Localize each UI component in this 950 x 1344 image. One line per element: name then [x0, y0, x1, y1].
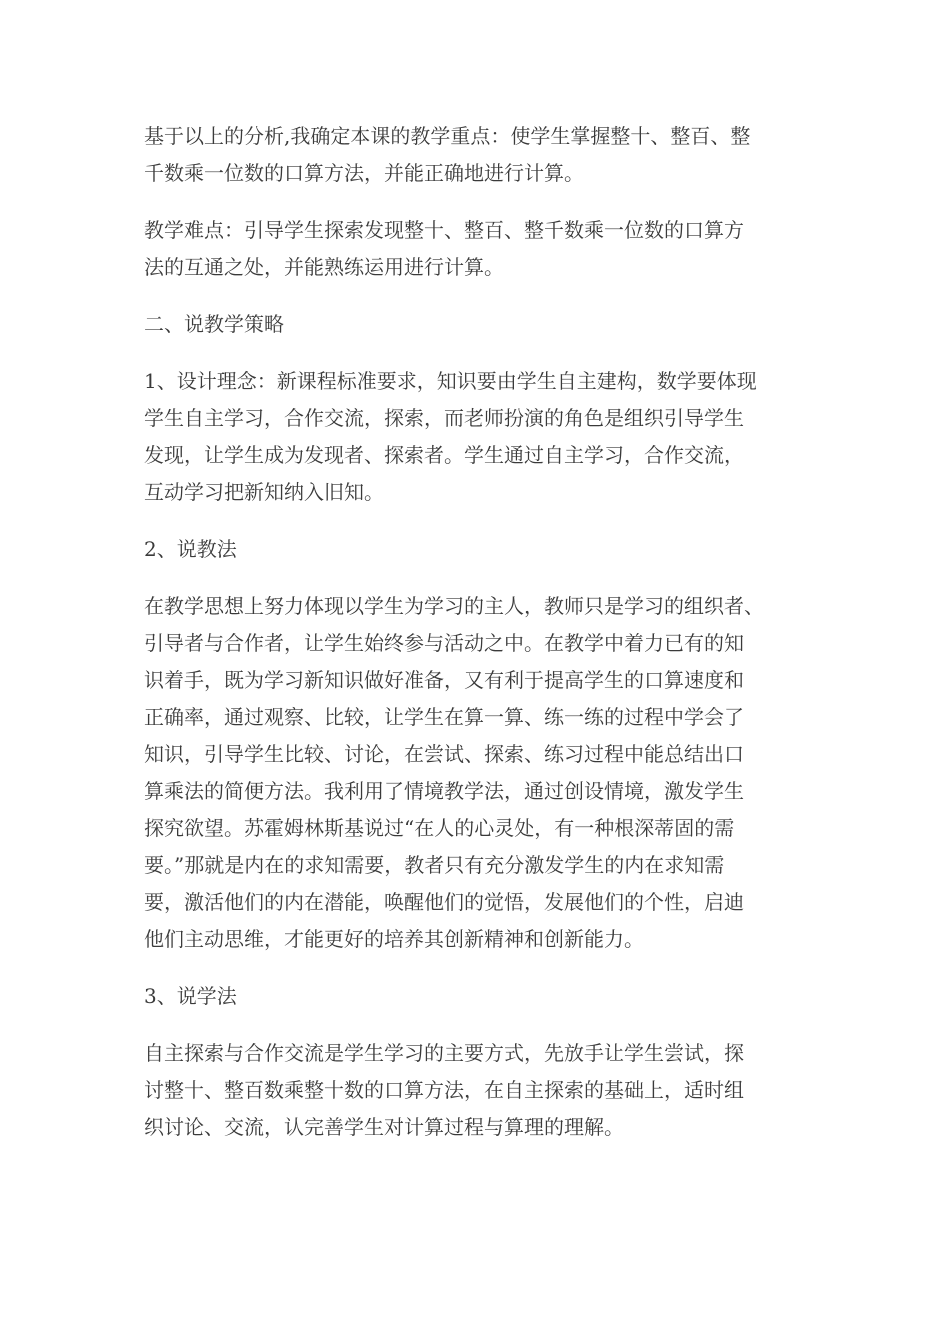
text-line: 法的互通之处，并能熟练运用进行计算。: [144, 255, 504, 279]
paragraph-design-concept: [144, 363, 812, 511]
heading-text: 3、说学法: [144, 984, 237, 1008]
text-line: 基于以上的分析,我确定本课的教学重点：使学生掌握整十、整百、整: [144, 124, 751, 148]
text-line: 正确率，通过观察、比较，让学生在算一算、练一练的过程中学会了: [144, 705, 744, 729]
text-line: 千数乘一位数的口算方法，并能正确地进行计算。: [144, 161, 584, 185]
text-line: 发现，让学生成为发现者、探索者。学生通过自主学习，合作交流，: [144, 443, 744, 467]
text-line: 在教学思想上努力体现以学生为学习的主人，教师只是学习的组织者、: [144, 594, 764, 618]
paragraph-teaching-difficulty: [144, 212, 812, 286]
section-heading-strategy: [144, 306, 812, 343]
text-line: 引导者与合作者，让学生始终参与活动之中。在教学中着力已有的知: [144, 631, 744, 655]
text-line: 1、设计理念：新课程标准要求，知识要由学生自主建构，数学要体现: [144, 369, 757, 393]
paragraph-teaching-focus: [144, 118, 812, 192]
text-line: 要，激活他们的内在潜能，唤醒他们的觉悟，发展他们的个性，启迪: [144, 890, 744, 914]
text-line: 探究欲望。苏霍姆林斯基说过“在人的心灵处，有一种根深蒂固的需: [144, 816, 735, 840]
text-line: 知识，引导学生比较、讨论，在尝试、探索、练习过程中能总结出口: [144, 742, 744, 766]
subheading-learning-method: [144, 978, 812, 1015]
text-line: 互动学习把新知纳入旧知。: [144, 480, 384, 504]
text-line: 要。”那就是内在的求知需要，教者只有充分激发学生的内在求知需: [144, 853, 725, 877]
heading-text: 2、说教法: [144, 537, 237, 561]
text-line: 他们主动思维，才能更好的培养其创新精神和创新能力。: [144, 927, 644, 951]
text-line: 教学难点：引导学生探索发现整十、整百、整千数乘一位数的口算方: [144, 218, 744, 242]
text-line: 识着手，既为学习新知识做好准备，又有利于提高学生的口算速度和: [144, 668, 744, 692]
subheading-teaching-method: [144, 531, 812, 568]
text-line: 自主探索与合作交流是学生学习的主要方式，先放手让学生尝试，探: [144, 1041, 744, 1065]
document-body: [144, 118, 812, 1166]
paragraph-teaching-method: [144, 588, 812, 958]
paragraph-learning-method: [144, 1035, 812, 1146]
text-line: 算乘法的简便方法。我利用了情境教学法，通过创设情境，激发学生: [144, 779, 744, 803]
heading-text: 二、说教学策略: [144, 312, 284, 336]
text-line: 学生自主学习，合作交流，探索，而老师扮演的角色是组织引导学生: [144, 406, 744, 430]
text-line: 讨整十、整百数乘整十数的口算方法，在自主探索的基础上，适时组: [144, 1078, 744, 1102]
text-line: 织讨论、交流，认完善学生对计算过程与算理的理解。: [144, 1115, 624, 1139]
